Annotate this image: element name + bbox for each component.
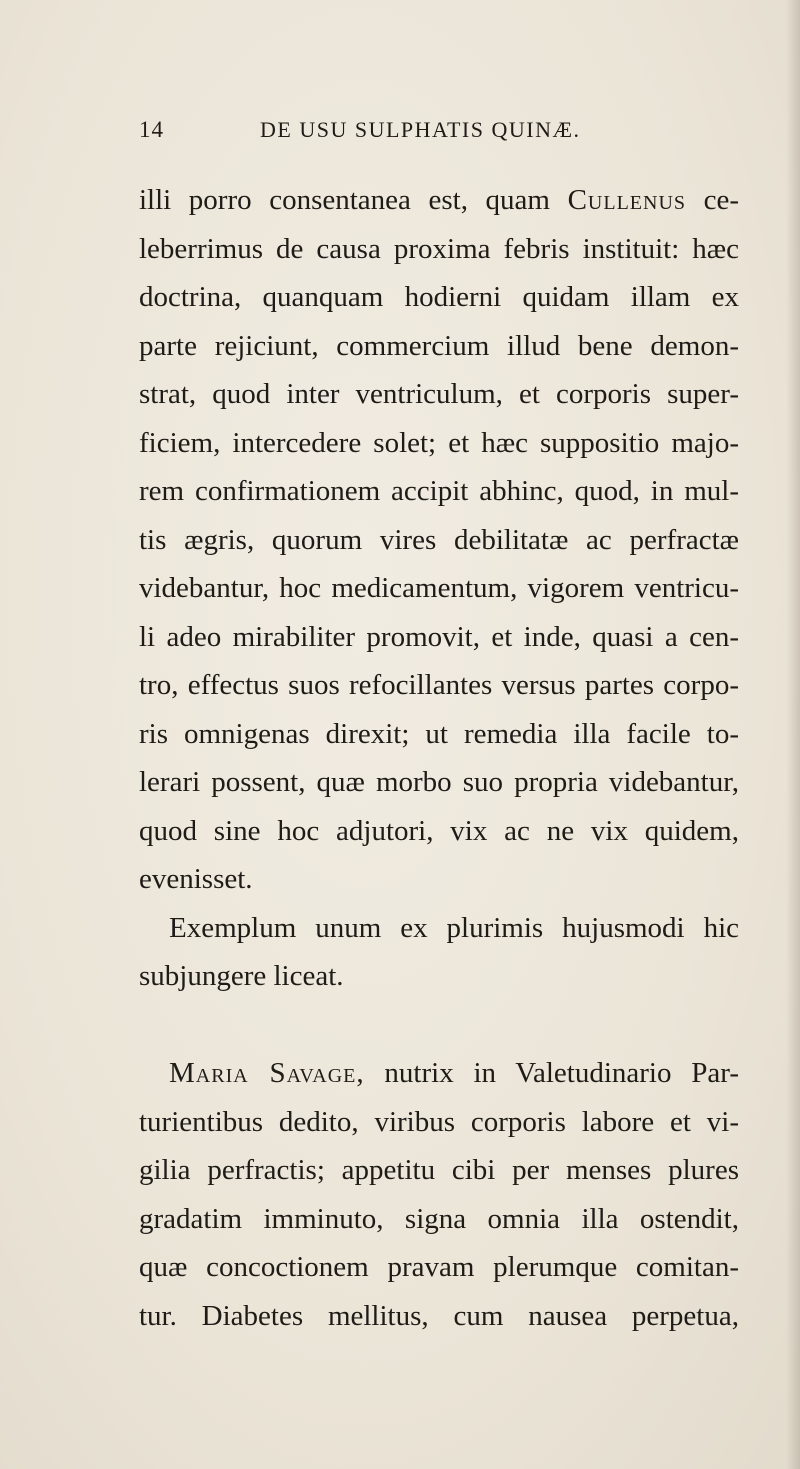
body-text — [139, 176, 739, 1340]
text-line: ris omnigenas direxit; ut remedia illa facile to- — [139, 717, 739, 750]
text-line: tis ægris, quorum vires debilitatæ ac perfractæ — [139, 523, 739, 556]
text-line: quod sine hoc adjutori, vix ac ne vix quidem, — [139, 814, 739, 847]
running-title: DE USU SULPHATIS QUINÆ. — [260, 117, 581, 142]
text-line: Maria Savage, nutrix in Valetudinario Par- — [169, 1057, 739, 1089]
author-name: Cullenus — [567, 184, 687, 216]
running-head — [139, 117, 739, 147]
text-line: gilia perfractis; appetitu cibi per menses plures — [139, 1154, 739, 1186]
text-line: strat, quod inter ventriculum, et corporis super- — [139, 378, 739, 410]
text-line: ficiem, intercedere solet; et hæc suppositio majo- — [139, 426, 739, 459]
text-line: quæ concoctionem pravam plerumque comitan- — [139, 1251, 739, 1283]
text-line: doctrina, quanquam hodierni quidam illam ex — [139, 281, 739, 313]
text-line: subjungere liceat. — [139, 960, 344, 992]
text-line: tro, effectus suos refocillantes versus partes corpo- — [139, 669, 739, 701]
page-edge-shadow — [786, 0, 800, 1469]
text-line: rem confirmationem accipit abhinc, quod, in mul- — [139, 475, 739, 507]
text-line: turientibus dedito, viribus corporis labore et vi- — [139, 1105, 739, 1138]
text-line: leberrimus de causa proxima febris instituit: hæc — [139, 232, 739, 265]
paragraph-gap — [139, 1001, 739, 1050]
text-line: lerari possent, quæ morbo suo propria videbantur, — [139, 766, 739, 798]
text-line: gradatim imminuto, signa omnia illa ostendit, — [139, 1202, 739, 1235]
paragraph-3 — [139, 1049, 739, 1340]
paragraph-1 — [139, 176, 739, 904]
text-line: illi porro consentanea est, quam Cullenus ce- — [139, 184, 740, 216]
page-number: 14 — [139, 117, 164, 142]
text-line: parte rejiciunt, commercium illud bene demon- — [139, 329, 739, 362]
text-line: tur. Diabetes mellitus, cum nausea perpetua, — [139, 1299, 739, 1332]
patient-name: Maria Savage, — [169, 1057, 365, 1089]
text-line: Exemplum unum ex plurimis hujusmodi hic — [169, 911, 739, 944]
text-line: evenisset. — [139, 863, 253, 895]
text-line: videbantur, hoc medicamentum, vigorem ventricu- — [139, 572, 739, 604]
text-line: li adeo mirabiliter promovit, et inde, quasi a cen- — [139, 620, 739, 653]
paragraph-2 — [139, 904, 739, 1001]
